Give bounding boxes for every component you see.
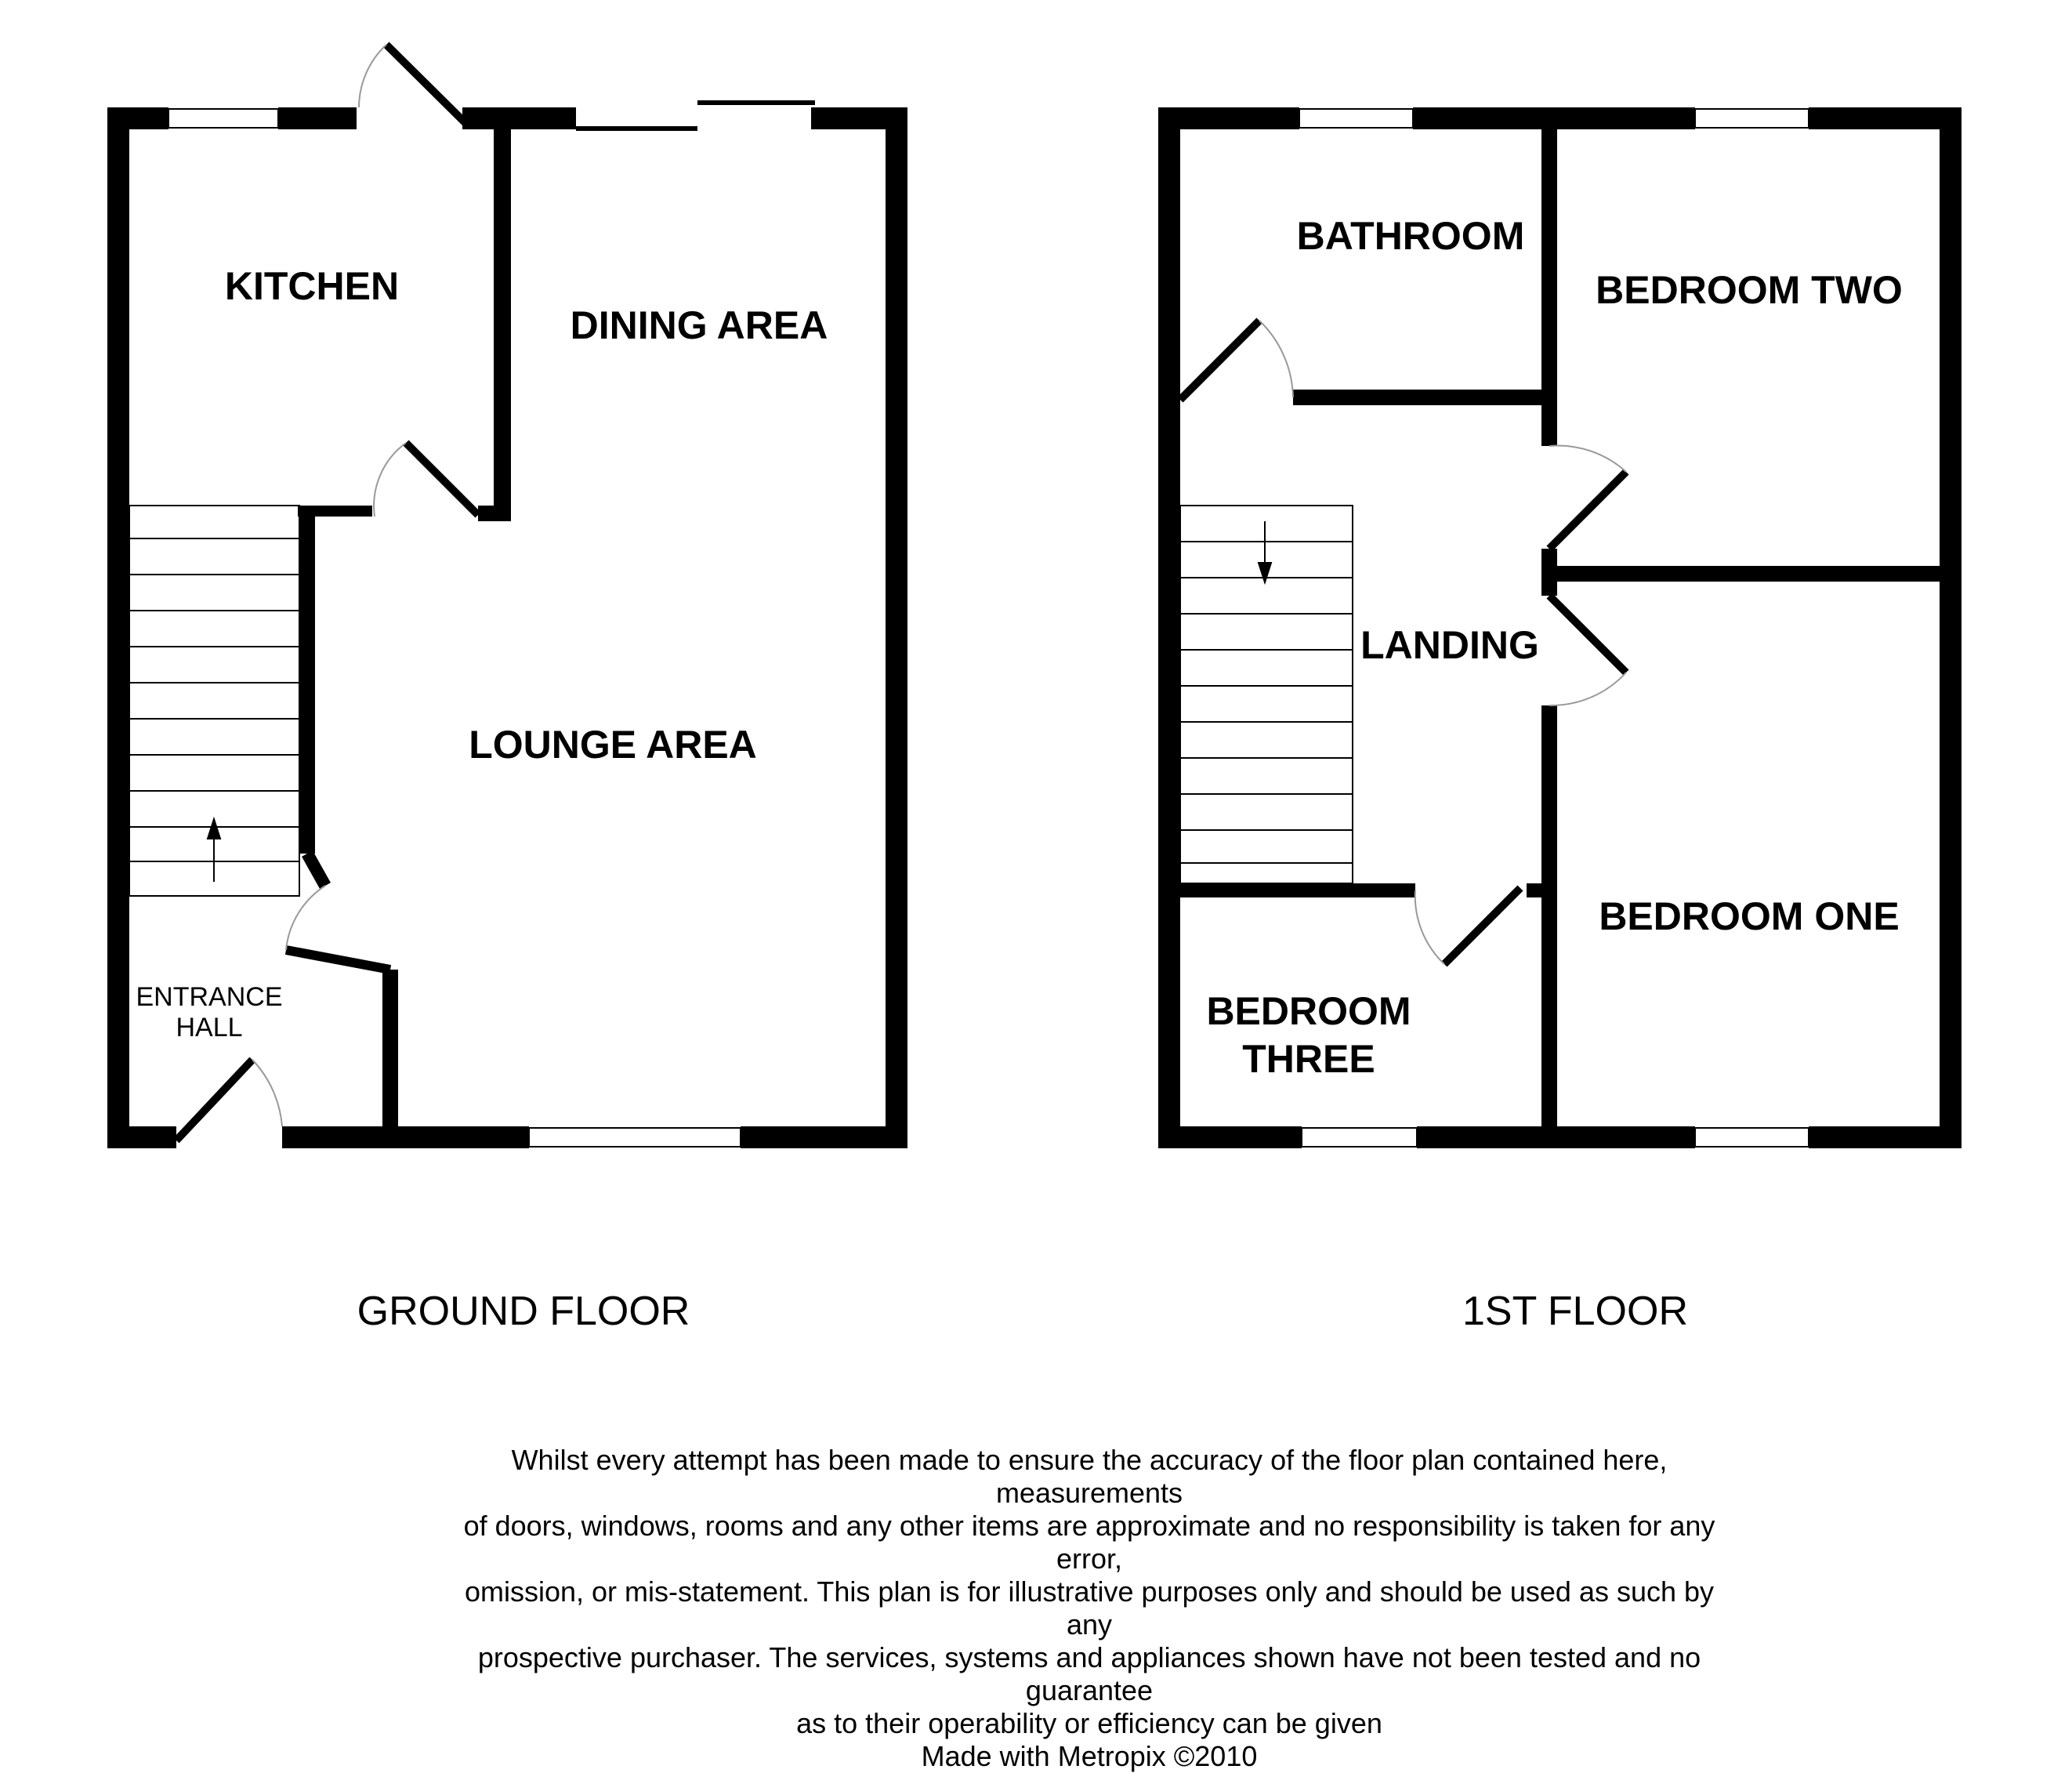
room-label-bathroom: BATHROOM	[1296, 214, 1525, 258]
disclaimer-line: Whilst every attempt has been made to ensure the accuracy of the floor plan contained here, measurements	[511, 1444, 1668, 1509]
ground-floor-plan	[107, 45, 907, 1334]
room-label-dining-area: DINING AREA	[570, 303, 828, 347]
room-label-bedroom-three-line1: BEDROOM	[1206, 989, 1411, 1033]
kitchen-internal-door	[374, 443, 478, 517]
bathroom-door	[1180, 321, 1293, 400]
window	[529, 1128, 741, 1147]
ground-floor-angled-walls	[286, 854, 390, 970]
bedroom-one-door	[1549, 596, 1626, 705]
front-door	[176, 1060, 282, 1140]
room-label-bedroom-one: BEDROOM ONE	[1599, 894, 1900, 938]
first-floor-plan	[1158, 107, 1962, 1334]
disclaimer-line: of doors, windows, rooms and any other items are approximate and no responsibility is taken for any error,	[463, 1510, 1715, 1575]
metropix-credit: Made with Metropix ©2010	[921, 1740, 1258, 1772]
kitchen-external-door	[359, 45, 466, 124]
disclaimer-line: omission, or mis-statement. This plan is for illustrative purposes only and should be used as such by any	[464, 1575, 1715, 1641]
room-label-bedroom-three-line2: THREE	[1242, 1037, 1375, 1081]
window	[1695, 109, 1809, 128]
disclaimer	[439, 1444, 1740, 1773]
room-label-landing: LANDING	[1360, 623, 1539, 667]
disclaimer-line: prospective purchaser. The services, systems and appliances shown have not been tested and no guarantee	[477, 1641, 1701, 1706]
ground-floor-staircase	[129, 506, 299, 896]
room-label-kitchen: KITCHEN	[224, 264, 400, 308]
window	[1299, 109, 1413, 128]
patio-sliding-door	[576, 103, 815, 129]
window	[1302, 1128, 1417, 1147]
ground-floor-title: GROUND FLOOR	[357, 1289, 690, 1334]
first-floor-staircase	[1180, 506, 1353, 883]
room-label-entrance-hall-line2: HALL	[176, 1013, 243, 1042]
window	[1695, 1128, 1809, 1147]
disclaimer-line: as to their operability or efficiency can be given	[796, 1707, 1382, 1739]
bedroom-three-door	[1415, 888, 1520, 964]
room-label-entrance-hall-line1: ENTRANCE	[136, 982, 283, 1012]
window	[168, 109, 278, 128]
room-label-bedroom-two: BEDROOM TWO	[1596, 268, 1903, 312]
bedroom-two-door	[1549, 446, 1626, 549]
room-label-lounge-area: LOUNGE AREA	[469, 723, 757, 767]
first-floor-title: 1ST FLOOR	[1462, 1289, 1689, 1334]
